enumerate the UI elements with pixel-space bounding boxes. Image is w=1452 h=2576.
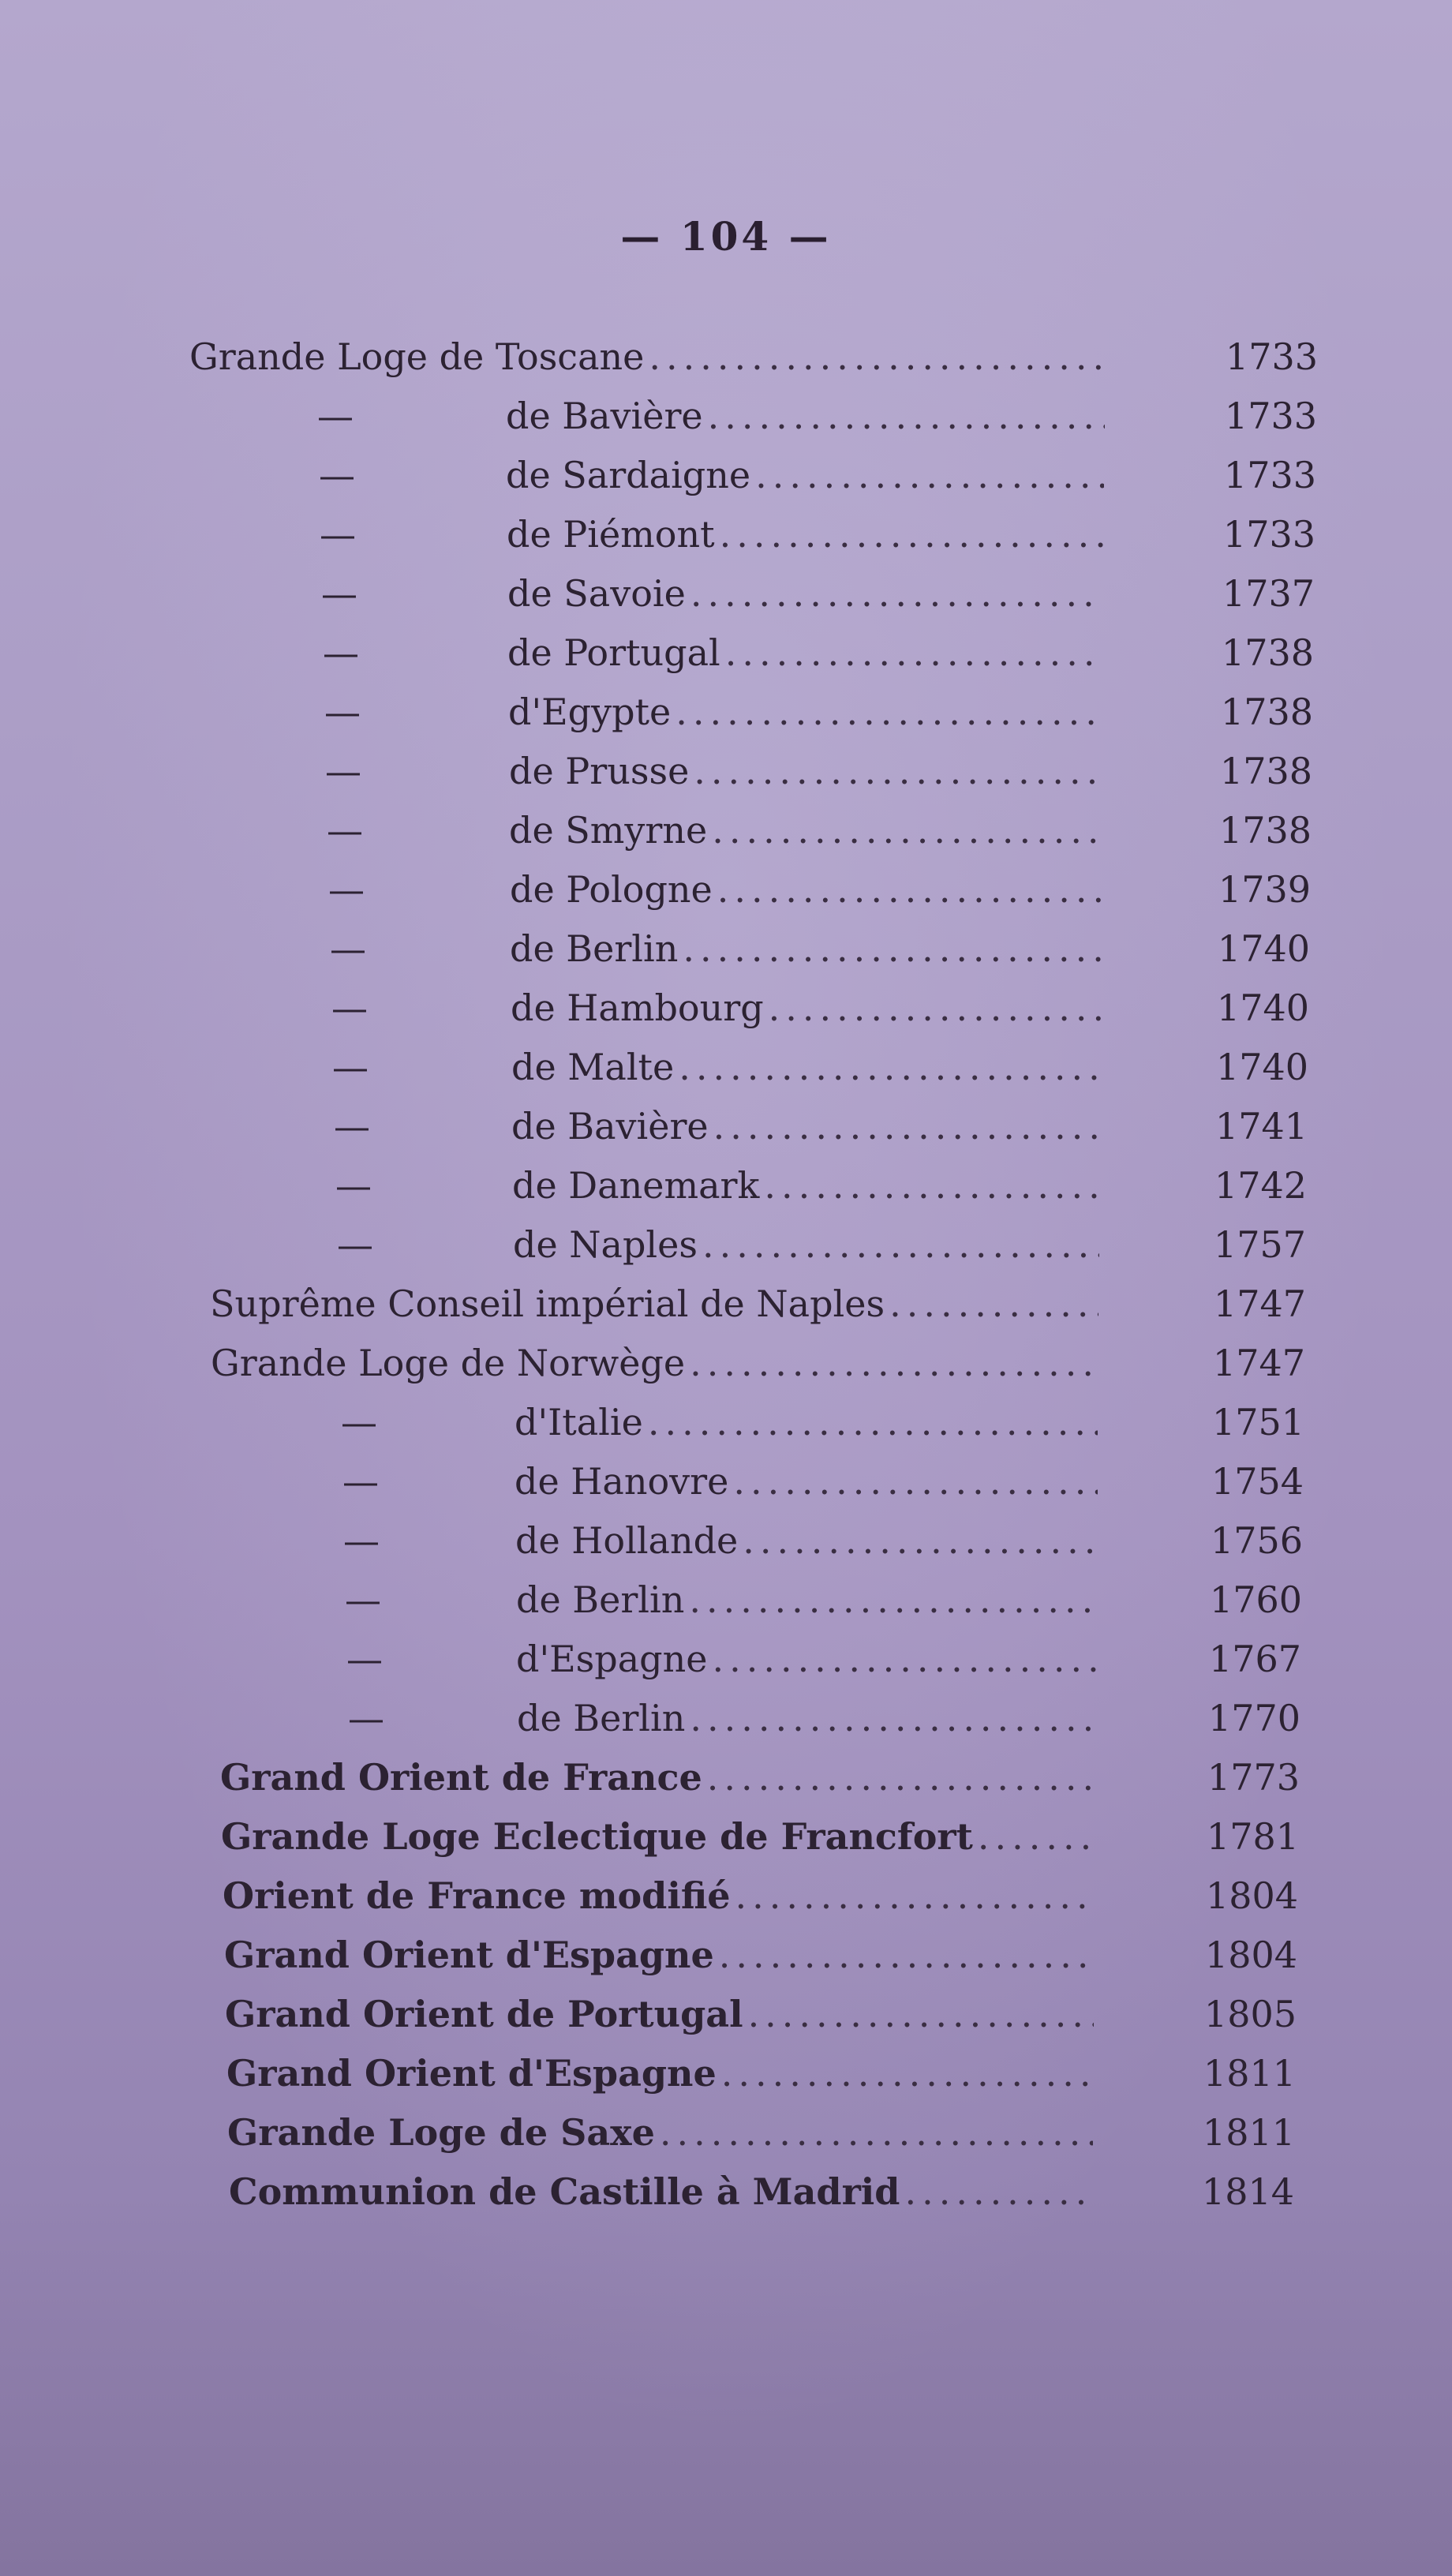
entry-name: de Prusse (509, 750, 690, 792)
entry-label (509, 801, 1102, 860)
entry-label (508, 683, 1102, 742)
entry-year: 1770 (1207, 1697, 1300, 1739)
entry-label (511, 1097, 1100, 1156)
entry-name: de Piémont (507, 513, 715, 556)
list-entry (0, 2103, 1452, 2162)
dot-leader (712, 801, 1102, 860)
dot-leader (721, 2044, 1094, 2103)
entry-name: de Hambourg (511, 987, 764, 1029)
entry-label (516, 1571, 1097, 1630)
dot-leader (690, 1689, 1096, 1748)
page-number: — 104 — (620, 213, 832, 260)
list-entry (0, 1215, 1452, 1275)
entry-name: de Berlin (517, 1697, 686, 1739)
entry-label (220, 1748, 1095, 1807)
ditto-dash: — (331, 987, 368, 1029)
ditto-dash: — (317, 395, 354, 437)
list-entry (0, 919, 1452, 979)
ditto-dash: — (332, 1046, 369, 1088)
dot-leader (649, 328, 1105, 387)
entry-label (227, 2103, 1093, 2162)
entry-year: 1739 (1218, 868, 1311, 911)
ditto-dash: — (328, 868, 365, 911)
dot-leader (748, 1985, 1094, 2044)
ditto-dash: — (348, 1697, 384, 1739)
dot-leader (719, 1926, 1095, 1985)
entry-name: Grande Loge Eclectique de Francfort (221, 1815, 973, 1858)
dot-leader (904, 2162, 1093, 2222)
entry-label (516, 1630, 1096, 1689)
entry-year: 1733 (1224, 395, 1317, 437)
entry-name: Grande Loge de Saxe (227, 2111, 655, 2154)
entry-name: Grande Loge de Toscane (189, 335, 645, 378)
entry-year: 1781 (1206, 1815, 1299, 1858)
ditto-dash: — (330, 927, 366, 970)
dot-leader (694, 742, 1102, 801)
entry-name: d'Egypte (508, 691, 672, 733)
dot-leader (689, 1571, 1097, 1630)
list-entry (0, 1866, 1452, 1926)
lodge-list (0, 328, 1452, 2222)
entry-year: 1738 (1219, 750, 1312, 792)
list-entry (0, 1630, 1452, 1689)
list-entry (0, 505, 1452, 564)
entry-name: de Bavière (511, 1105, 709, 1148)
entry-label (515, 1452, 1098, 1511)
entry-year: 1733 (1225, 335, 1318, 378)
entry-name: de Berlin (510, 927, 679, 970)
entry-year: 1805 (1203, 1993, 1297, 2035)
entry-label (225, 1985, 1094, 2044)
list-entry (0, 742, 1452, 801)
entry-name: de Pologne (510, 868, 713, 911)
entry-year: 1814 (1201, 2170, 1294, 2213)
list-entry (0, 1393, 1452, 1452)
dot-leader (725, 623, 1103, 683)
entry-label (515, 1511, 1097, 1571)
dot-leader (683, 919, 1101, 979)
ditto-dash: — (341, 1401, 377, 1443)
list-entry (0, 1748, 1452, 1807)
list-entry (0, 1156, 1452, 1215)
entry-label (506, 387, 1105, 446)
entry-label (510, 860, 1102, 919)
entry-year: 1767 (1208, 1638, 1301, 1680)
dot-leader (733, 1452, 1098, 1511)
dot-leader (735, 1866, 1095, 1926)
dot-leader (690, 564, 1103, 623)
entry-year: 1754 (1211, 1460, 1304, 1503)
entry-label (512, 1156, 1099, 1215)
entry-label (507, 623, 1103, 683)
list-entry (0, 801, 1452, 860)
entry-label (509, 742, 1102, 801)
entry-name: de Hanovre (515, 1460, 729, 1503)
list-entry (0, 446, 1452, 505)
entry-year: 1733 (1222, 513, 1315, 556)
entry-label (511, 979, 1101, 1038)
entry-label (210, 1275, 1098, 1334)
entry-year: 1738 (1220, 691, 1313, 733)
entry-year: 1760 (1209, 1578, 1302, 1621)
entry-name: Grand Orient de Portugal (225, 1993, 743, 2035)
entry-label (507, 564, 1103, 623)
dot-leader (743, 1511, 1097, 1571)
entry-name: de Naples (513, 1223, 698, 1266)
entry-year: 1747 (1213, 1282, 1306, 1325)
entry-year: 1756 (1210, 1519, 1303, 1562)
dot-leader (769, 979, 1101, 1038)
dot-leader (702, 1215, 1099, 1275)
ditto-dash: — (335, 1164, 372, 1207)
entry-name: de Smyrne (509, 809, 708, 852)
list-entry (0, 2162, 1452, 2222)
ditto-dash: — (320, 513, 356, 556)
ditto-dash: — (346, 1638, 383, 1680)
entry-year: 1740 (1216, 987, 1309, 1029)
entry-label (506, 446, 1104, 505)
entry-year: 1747 (1212, 1342, 1305, 1384)
list-entry (0, 564, 1452, 623)
dot-leader (978, 1807, 1095, 1866)
entry-label (189, 328, 1105, 387)
entry-name: Grand Orient d'Espagne (226, 2052, 717, 2095)
entry-name: d'Espagne (516, 1638, 708, 1680)
entry-label (221, 1807, 1095, 1866)
entry-year: 1757 (1213, 1223, 1306, 1266)
entry-year: 1811 (1203, 2052, 1296, 2095)
dot-leader (755, 446, 1104, 505)
list-entry (0, 979, 1452, 1038)
entry-year: 1740 (1215, 1046, 1308, 1088)
entry-name: de Savoie (507, 572, 686, 615)
ditto-dash: — (337, 1223, 373, 1266)
entry-name: de Malte (511, 1046, 675, 1088)
list-entry (0, 1985, 1452, 2044)
entry-year: 1804 (1204, 1934, 1297, 1976)
list-entry (0, 1571, 1452, 1630)
entry-name: Communion de Castille à Madrid (229, 2170, 900, 2213)
entry-year: 1741 (1214, 1105, 1308, 1148)
entry-year: 1751 (1211, 1401, 1304, 1443)
dot-leader (720, 505, 1104, 564)
dot-leader (660, 2103, 1093, 2162)
entry-year: 1738 (1221, 631, 1314, 674)
list-entry (0, 623, 1452, 683)
ditto-dash: — (325, 750, 361, 792)
entry-name: de Bavière (506, 395, 703, 437)
entry-year: 1811 (1202, 2111, 1295, 2154)
list-entry (0, 860, 1452, 919)
list-entry (0, 1689, 1452, 1748)
entry-label (511, 1038, 1100, 1097)
list-entry (0, 387, 1452, 446)
list-entry (0, 1452, 1452, 1511)
entry-year: 1804 (1205, 1874, 1298, 1917)
ditto-dash: — (321, 572, 357, 615)
list-entry (0, 1807, 1452, 1866)
entry-name: de Sardaigne (506, 454, 751, 496)
list-entry (0, 328, 1452, 387)
dot-leader (764, 1156, 1099, 1215)
entry-year: 1742 (1214, 1164, 1307, 1207)
entry-name: Grand Orient de France (220, 1756, 702, 1799)
ditto-dash: — (334, 1105, 370, 1148)
ditto-dash: — (319, 454, 355, 496)
dot-leader (648, 1393, 1098, 1452)
ditto-dash: — (323, 631, 359, 674)
entry-year: 1740 (1217, 927, 1310, 970)
entry-name: de Hollande (515, 1519, 739, 1562)
entry-label (513, 1215, 1099, 1275)
entry-label (226, 2044, 1094, 2103)
dot-leader (717, 860, 1102, 919)
entry-label (510, 919, 1101, 979)
list-entry (0, 1511, 1452, 1571)
entry-name: de Portugal (507, 631, 720, 674)
entry-label (515, 1393, 1098, 1452)
list-entry (0, 1038, 1452, 1097)
ditto-dash: — (343, 1519, 380, 1562)
entry-name: Orient de France modifié (223, 1874, 731, 1917)
dot-leader (679, 1038, 1100, 1097)
entry-name: de Berlin (516, 1578, 685, 1621)
entry-name: Grand Orient d'Espagne (224, 1934, 714, 1976)
list-entry (0, 1926, 1452, 1985)
ditto-dash: — (327, 809, 363, 852)
ditto-dash: — (324, 691, 361, 733)
list-entry (0, 2044, 1452, 2103)
list-entry (0, 1097, 1452, 1156)
list-entry (0, 1275, 1452, 1334)
ditto-dash: — (342, 1460, 379, 1503)
entry-label (507, 505, 1104, 564)
entry-label (229, 2162, 1093, 2222)
entry-name: de Danemark (512, 1164, 760, 1207)
dot-leader (690, 1334, 1098, 1393)
list-entry (0, 1334, 1452, 1393)
list-entry (0, 683, 1452, 742)
dot-leader (708, 387, 1105, 446)
entry-year: 1773 (1207, 1756, 1300, 1799)
dot-leader (675, 683, 1102, 742)
entry-name: Suprême Conseil impérial de Naples (210, 1282, 885, 1325)
entry-label (517, 1689, 1096, 1748)
entry-label (224, 1926, 1095, 1985)
entry-name: d'Italie (515, 1401, 643, 1443)
entry-year: 1737 (1222, 572, 1315, 615)
entry-label (223, 1866, 1095, 1926)
dot-leader (713, 1097, 1100, 1156)
dot-leader (707, 1748, 1095, 1807)
entry-label (211, 1334, 1098, 1393)
dot-leader (712, 1630, 1096, 1689)
dot-leader (889, 1275, 1098, 1334)
entry-year: 1733 (1223, 454, 1316, 496)
ditto-dash: — (345, 1578, 381, 1621)
entry-year: 1738 (1218, 809, 1312, 852)
entry-name: Grande Loge de Norwège (211, 1342, 686, 1384)
